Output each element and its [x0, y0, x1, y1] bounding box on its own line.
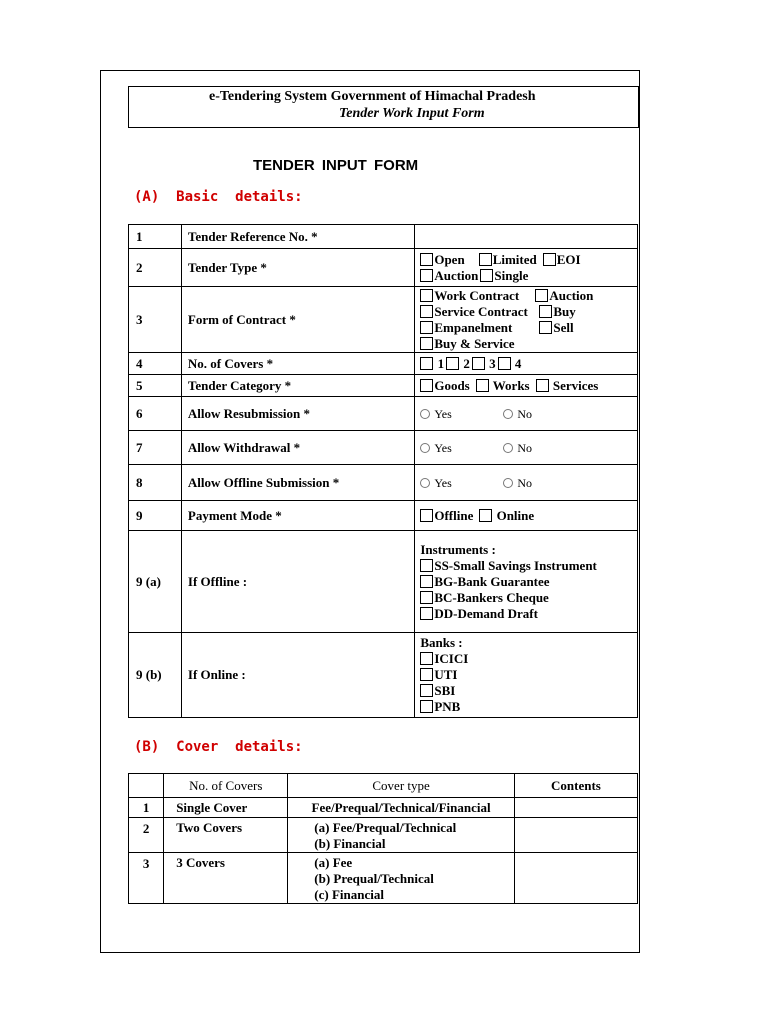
- checkbox-sell[interactable]: Sell: [539, 320, 573, 335]
- radio-withdrawal-no[interactable]: No: [503, 440, 532, 455]
- table-row: [129, 633, 638, 718]
- cover-type: Fee/Prequal/Technical/Financial: [288, 798, 515, 818]
- checkbox-cover-4[interactable]: 4: [498, 356, 522, 371]
- checkbox-cover-2[interactable]: 2: [446, 356, 470, 371]
- row-label: Allow Offline Submission *: [181, 465, 414, 501]
- tender-category-options: [415, 375, 638, 397]
- column-header: [129, 774, 164, 798]
- checkbox-buy[interactable]: Buy: [539, 304, 575, 319]
- checkbox-sbi[interactable]: SBI: [420, 683, 637, 699]
- banks-heading: Banks :: [420, 635, 463, 650]
- table-row: [129, 397, 638, 431]
- checkbox-auction-contract[interactable]: Auction: [535, 288, 593, 303]
- table-row: [129, 431, 638, 465]
- table-header-row: [129, 774, 638, 798]
- form-title: TENDER INPUT FORM: [253, 157, 419, 174]
- checkbox-dd[interactable]: DD-Demand Draft: [420, 606, 637, 622]
- checkbox-cover-3[interactable]: 3: [472, 356, 496, 371]
- row-number: 2: [129, 818, 164, 853]
- checkbox-service-contract[interactable]: Service Contract: [420, 304, 539, 320]
- row-label: Tender Type *: [181, 249, 414, 287]
- row-number: 9: [129, 501, 182, 531]
- table-row: [129, 353, 638, 375]
- tender-reference-input[interactable]: [415, 225, 638, 249]
- section-a-title: (A) Basic details:: [134, 189, 303, 205]
- checkbox-icici[interactable]: ICICI: [420, 651, 637, 667]
- offline-submission-options: [415, 465, 638, 501]
- checkbox-services[interactable]: Services: [536, 378, 599, 393]
- checkbox-bg[interactable]: BG-Bank Guarantee: [420, 574, 637, 590]
- row-label: If Offline :: [181, 531, 414, 633]
- radio-resubmission-no[interactable]: No: [503, 406, 532, 421]
- table-row: [129, 818, 638, 853]
- checkbox-ss[interactable]: SS-Small Savings Instrument: [420, 558, 637, 574]
- row-label: If Online :: [181, 633, 414, 718]
- cover-details-table: [128, 773, 638, 904]
- row-number: 9 (b): [129, 633, 182, 718]
- payment-mode-options: [415, 501, 638, 531]
- header-box: [128, 86, 639, 128]
- row-number: 1: [129, 225, 182, 249]
- table-row: [129, 531, 638, 633]
- table-row: [129, 225, 638, 249]
- checkbox-limited[interactable]: Limited: [479, 252, 537, 267]
- row-number: 1: [129, 798, 164, 818]
- row-number: 5: [129, 375, 182, 397]
- checkbox-bc[interactable]: BC-Bankers Cheque: [420, 590, 637, 606]
- row-number: 3: [129, 853, 164, 904]
- checkbox-goods[interactable]: Goods: [420, 378, 469, 393]
- checkbox-buy-and-service[interactable]: Buy & Service: [420, 336, 514, 351]
- basic-details-table: [128, 224, 638, 718]
- form-of-contract-options: [415, 287, 638, 353]
- checkbox-pnb[interactable]: PNB: [420, 699, 637, 715]
- table-row: [129, 501, 638, 531]
- row-number: 9 (a): [129, 531, 182, 633]
- row-number: 2: [129, 249, 182, 287]
- cover-count: 3 Covers: [164, 853, 288, 904]
- row-number: 7: [129, 431, 182, 465]
- checkbox-uti[interactable]: UTI: [420, 667, 637, 683]
- withdrawal-options: [415, 431, 638, 465]
- instruments-heading: Instruments :: [420, 541, 496, 557]
- checkbox-online[interactable]: Online: [479, 508, 534, 523]
- checkbox-auction[interactable]: Auction: [420, 268, 478, 283]
- column-header: No. of Covers: [164, 774, 288, 798]
- row-label: Allow Resubmission *: [181, 397, 414, 431]
- row-label: No. of Covers *: [181, 353, 414, 375]
- no-of-covers-options: [415, 353, 638, 375]
- table-row: [129, 287, 638, 353]
- row-label: Allow Withdrawal *: [181, 431, 414, 465]
- column-header: Contents: [514, 774, 637, 798]
- cover-count: Single Cover: [164, 798, 288, 818]
- checkbox-cover-1[interactable]: 1: [420, 356, 444, 371]
- radio-withdrawal-yes[interactable]: Yes: [420, 440, 503, 456]
- checkbox-work-contract[interactable]: Work Contract: [420, 288, 535, 304]
- header-title: e-Tendering System Government of Himachal Pradesh: [209, 89, 536, 104]
- row-number: 4: [129, 353, 182, 375]
- tender-type-options: [415, 249, 638, 287]
- resubmission-options: [415, 397, 638, 431]
- checkbox-works[interactable]: Works: [476, 378, 530, 393]
- column-header: Cover type: [288, 774, 515, 798]
- table-row: [129, 249, 638, 287]
- checkbox-offline[interactable]: Offline: [420, 508, 473, 523]
- checkbox-eoi[interactable]: EOI: [543, 252, 581, 267]
- section-b-title: (B) Cover details:: [134, 739, 303, 755]
- row-label: Form of Contract *: [181, 287, 414, 353]
- row-number: 6: [129, 397, 182, 431]
- cover-type: (a) Fee/Prequal/Technical (b) Financial: [288, 818, 515, 853]
- row-label: Tender Reference No. *: [181, 225, 414, 249]
- table-row: [129, 798, 638, 818]
- contents-cell: [514, 798, 637, 818]
- radio-offline-submission-no[interactable]: No: [503, 475, 532, 490]
- row-label: Payment Mode *: [181, 501, 414, 531]
- checkbox-single[interactable]: Single: [480, 268, 528, 283]
- banks-options: [415, 633, 638, 718]
- cover-count: Two Covers: [164, 818, 288, 853]
- table-row: [129, 465, 638, 501]
- contents-cell: [514, 853, 637, 904]
- table-row: [129, 853, 638, 904]
- row-number: 8: [129, 465, 182, 501]
- radio-resubmission-yes[interactable]: Yes: [420, 406, 503, 422]
- row-number: 3: [129, 287, 182, 353]
- contents-cell: [514, 818, 637, 853]
- checkbox-open[interactable]: Open: [420, 252, 464, 267]
- row-label: Tender Category *: [181, 375, 414, 397]
- instruments-options: [415, 531, 638, 633]
- checkbox-empanelment[interactable]: Empanelment: [420, 320, 539, 336]
- cover-type: (a) Fee (b) Prequal/Technical (c) Financial: [288, 853, 515, 904]
- table-row: [129, 375, 638, 397]
- header-subtitle: Tender Work Input Form: [339, 106, 485, 121]
- radio-offline-submission-yes[interactable]: Yes: [420, 475, 503, 491]
